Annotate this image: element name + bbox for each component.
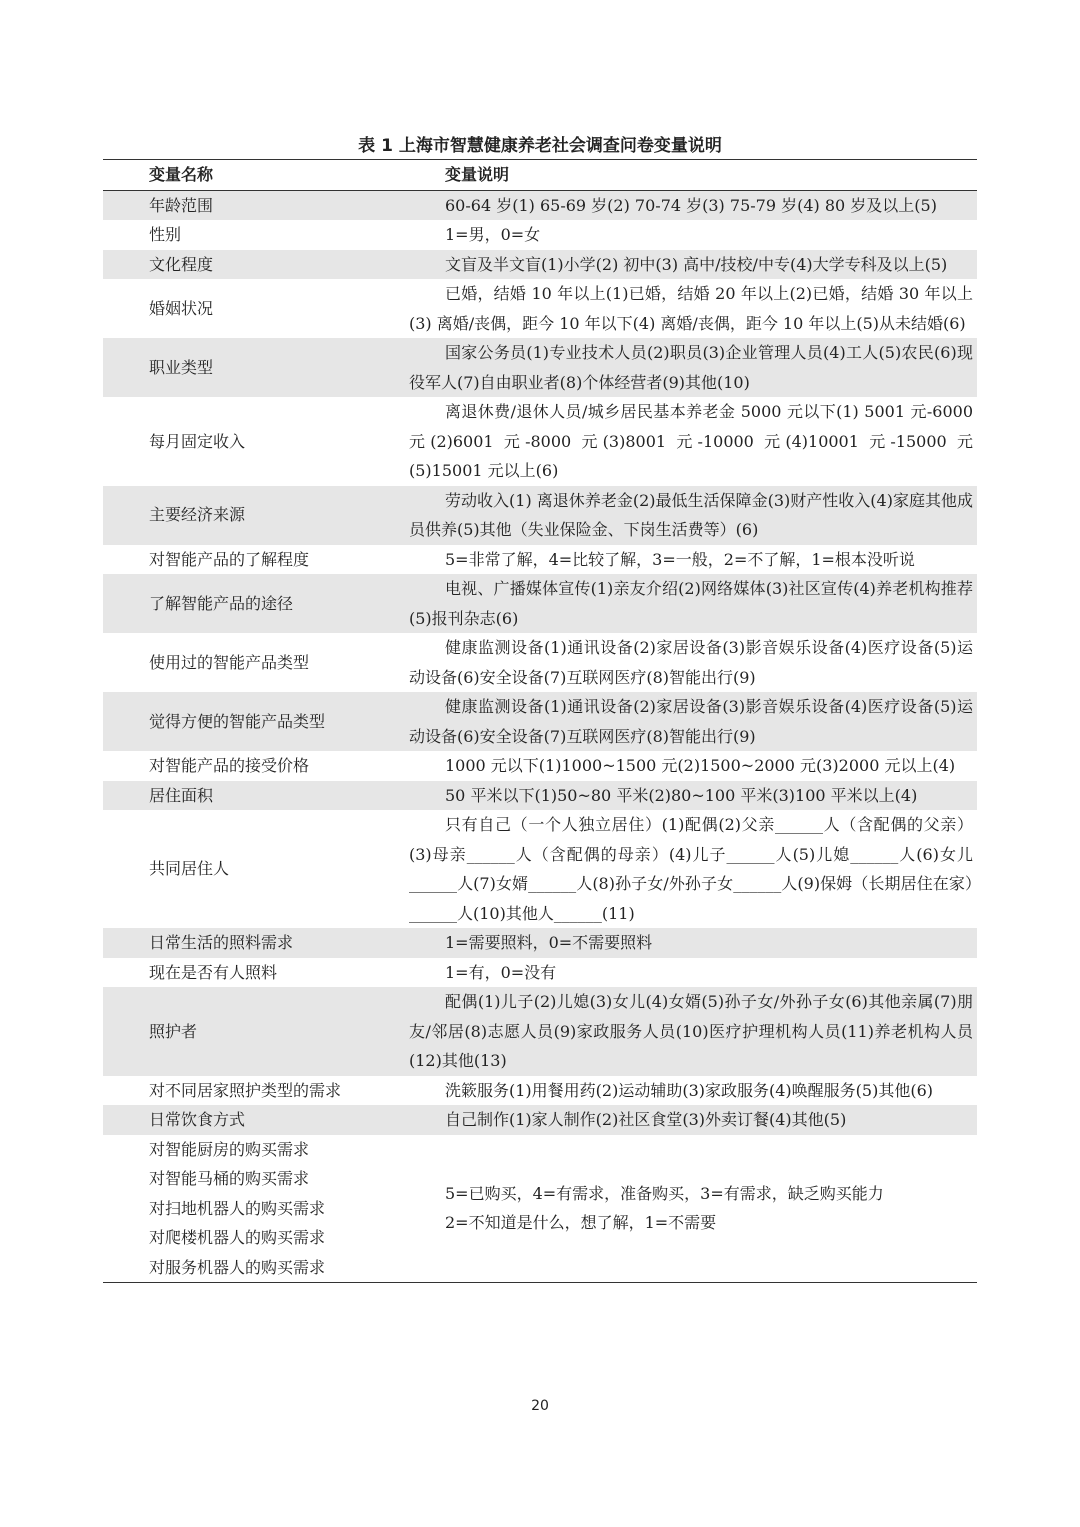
variable-desc-cell: 劳动收入(1) 离退休养老金(2)最低生活保障金(3)财产性收入(4)家庭其他成员供养(5)其他（失业保险金、下岗生活费等）(6): [409, 486, 977, 545]
variable-name-cell: 职业类型: [103, 338, 409, 397]
variable-name-cell: 居住面积: [103, 781, 409, 811]
table-row: [103, 633, 977, 692]
variable-desc-cell: 国家公务员(1)专业技术人员(2)职员(3)企业管理人员(4)工人(5)农民(6)现役军人(7)自由职业者(8)个体经营者(9)其他(10): [409, 338, 977, 397]
variable-desc-group: [409, 1135, 977, 1283]
variable-name-cell: 婚姻状况: [149, 298, 214, 318]
table-row: [103, 397, 977, 486]
variable-table: [103, 159, 977, 1283]
variable-name-cell: 共同居住人: [149, 859, 230, 879]
table-row: [103, 751, 977, 781]
table-row: [103, 250, 977, 280]
table-row: [103, 1105, 977, 1135]
variable-name-cell: 年龄范围: [103, 190, 409, 220]
variable-desc-cell: 电视、广播媒体宣传(1)亲友介绍(2)网络媒体(3)社区宣传(4)养老机构推荐(5)报刊杂志(6): [409, 574, 977, 633]
variable-desc-line: 5=已购买，4=有需求，准备购买，3=有需求，缺乏购买能力: [445, 1183, 884, 1203]
variable-name-cell: 对智能产品的接受价格: [149, 756, 310, 775]
variable-name-cell: 使用过的智能产品类型: [149, 652, 310, 672]
variable-desc-cell: 1=男，0=女: [445, 225, 541, 244]
variable-name-cell: 日常生活的照料需求: [103, 928, 409, 958]
variable-desc-cell: 健康监测设备(1)通讯设备(2)家居设备(3)影音娱乐设备(4)医疗设备(5)运动设备(6)安全设备(7)互联网医疗(8)智能出行(9): [409, 692, 977, 751]
variable-desc-cell: 洗簌服务(1)用餐用药(2)运动辅助(3)家政服务(4)唤醒服务(5)其他(6): [445, 1080, 933, 1100]
variable-name-cell: 每月固定收入: [149, 431, 246, 451]
variable-name-item: 对智能马桶的购买需求: [149, 1169, 310, 1188]
variable-name-item: 对扫地机器人的购买需求: [149, 1198, 326, 1218]
table-row: [103, 958, 977, 988]
variable-desc-cell: 1000 元以下(1)1000~1500 元(2)1500~2000 元(3)2000 元以上(4): [445, 756, 956, 775]
variable-desc-cell: 5=非常了解，4=比较了解，3=一般，2=不了解，1=根本没听说: [445, 549, 915, 569]
table-row: [103, 486, 977, 545]
variable-name-item: 对服务机器人的购买需求: [149, 1257, 326, 1277]
table-row: [103, 928, 977, 958]
variable-name-group: [103, 1135, 409, 1283]
variable-desc-cell: 配偶(1)儿子(2)儿媳(3)女儿(4)女婿(5)孙子女/外孙子女(6)其他亲属(7)朋友/邻居(8)志愿人员(9)家政服务人员(10)医疗护理机构人员(11)养老机构人员 (12)其他(13): [409, 987, 977, 1076]
variable-desc-cell: 已婚，结婚 10 年以上(1)已婚，结婚 20 年以上(2)已婚，结婚 30 年以上(3) 离婚/丧偶，距今 10 年以下(4) 离婚/丧偶，距今 10 年以上(5)从未结婚(6): [409, 284, 973, 333]
table-row: [103, 987, 977, 1076]
table-row: [103, 338, 977, 397]
table-row: [103, 692, 977, 751]
table-row-purchase-demand: [103, 1135, 977, 1283]
variable-desc-cell: 自己制作(1)家人制作(2)社区食堂(3)外卖订餐(4)其他(5): [409, 1105, 977, 1135]
document-page: [103, 133, 977, 1283]
table-row: [103, 1076, 977, 1106]
variable-name-cell: 现在是否有人照料: [149, 962, 278, 982]
table-row: [103, 781, 977, 811]
variable-desc-cell: 只有自己（一个人独立居住）(1)配偶(2)父亲______人（含配偶的父亲）(3)母亲______人（含配偶的母亲）(4)儿子______人(5)儿媳______人(6)女儿______人(7)女婿______人(8)孙子女/外孙子女______人(9)保姆（长期居住在家）______人(10)其他人______(11): [409, 815, 973, 923]
variable-name-cell: 主要经济来源: [103, 486, 409, 545]
variable-name-cell: 文化程度: [103, 250, 409, 280]
variable-name-cell: 对不同居家照护类型的需求: [149, 1080, 342, 1100]
table-row: [103, 574, 977, 633]
variable-desc-line: 2=不知道是什么，想了解，1=不需要: [445, 1213, 717, 1233]
table-caption: 表 1 上海市智慧健康养老社会调查问卷变量说明: [358, 136, 722, 156]
variable-desc-cell: 文盲及半文盲(1)小学(2) 初中(3) 高中/技校/中专(4)大学专科及以上(5): [409, 250, 977, 280]
table-body: [103, 190, 977, 1283]
variable-desc-cell: 50 平米以下(1)50~80 平米(2)80~100 平米(3)100 平米以上(4): [409, 781, 977, 811]
variable-name-cell: 觉得方便的智能产品类型: [103, 692, 409, 751]
variable-name-item: 对爬楼机器人的购买需求: [149, 1228, 326, 1247]
table-row: [103, 810, 977, 928]
variable-name-cell: 对智能产品的了解程度: [149, 549, 310, 569]
table-row: [103, 220, 977, 250]
variable-name-cell: 日常饮食方式: [103, 1105, 409, 1135]
variable-desc-cell: 1=有，0=没有: [445, 962, 557, 982]
variable-desc-cell: 健康监测设备(1)通讯设备(2)家居设备(3)影音娱乐设备(4)医疗设备(5)运动设备(6)安全设备(7)互联网医疗(8)智能出行(9): [409, 638, 973, 687]
variable-desc-cell: 1=需要照料，0=不需要照料: [409, 928, 977, 958]
page-number: 20: [531, 1398, 549, 1414]
variable-name-cell: 性别: [149, 225, 182, 244]
table-row: [103, 545, 977, 575]
table-row: [103, 190, 977, 220]
table-header-row: [103, 160, 977, 191]
header-variable-name: 变量名称: [103, 160, 409, 191]
variable-name-cell: 照护者: [103, 987, 409, 1076]
variable-desc-cell: 离退休费/退休人员/城乡居民基本养老金 5000 元以下(1) 5001 元-6000 元(2)6001 元-8000 元(3)8001 元-10000 元(4)10001 元-15000 元(5)15001 元以上(6): [409, 402, 973, 480]
variable-name-cell: 了解智能产品的途径: [103, 574, 409, 633]
table-row: [103, 279, 977, 338]
variable-desc-cell: 60-64 岁(1) 65-69 岁(2) 70-74 岁(3) 75-79 岁(4) 80 岁及以上(5): [409, 190, 977, 220]
header-variable-desc: 变量说明: [409, 160, 977, 191]
variable-name-item: 对智能厨房的购买需求: [149, 1139, 310, 1159]
